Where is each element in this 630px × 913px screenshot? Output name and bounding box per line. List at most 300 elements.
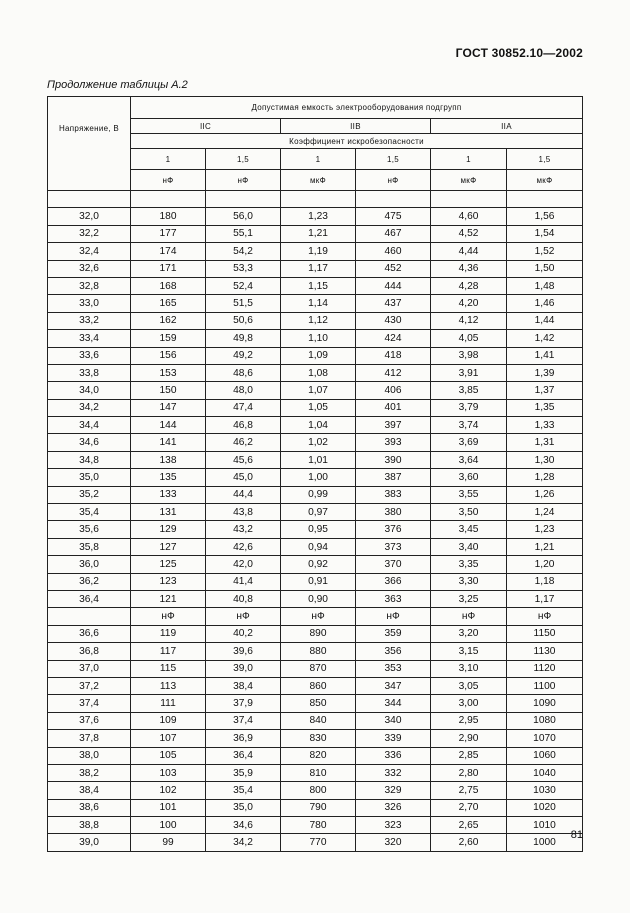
capacitance-cell: 1000 xyxy=(507,834,583,851)
capacitance-cell: 323 xyxy=(356,817,431,834)
capacitance-cell: 326 xyxy=(356,799,431,816)
capacitance-cell: 141 xyxy=(131,434,206,451)
capacitance-cell: 144 xyxy=(131,417,206,434)
capacitance-cell: 412 xyxy=(356,364,431,381)
voltage-cell: 37,2 xyxy=(48,677,131,694)
table-row xyxy=(48,782,583,799)
table-row xyxy=(48,469,583,486)
voltage-cell: 38,4 xyxy=(48,782,131,799)
capacitance-cell: 1,30 xyxy=(507,451,583,468)
table-row xyxy=(48,643,583,660)
capacitance-cell: 3,79 xyxy=(431,399,507,416)
table-row xyxy=(48,330,583,347)
capacitance-cell: 52,4 xyxy=(206,277,281,294)
voltage-cell: 32,0 xyxy=(48,208,131,225)
table-body-lower xyxy=(48,608,583,851)
capacitance-cell: 3,00 xyxy=(431,695,507,712)
capacitance-cell: 4,28 xyxy=(431,277,507,294)
capacitance-cell: 336 xyxy=(356,747,431,764)
voltage-cell: 34,4 xyxy=(48,417,131,434)
voltage-cell: 33,4 xyxy=(48,330,131,347)
capacitance-cell: 363 xyxy=(356,590,431,607)
table-row xyxy=(48,660,583,677)
unit-cell: нФ xyxy=(131,170,206,191)
capacitance-cell: 1,39 xyxy=(507,364,583,381)
capacitance-cell: 3,40 xyxy=(431,538,507,555)
capacitance-cell: 444 xyxy=(356,277,431,294)
capacitance-cell: 107 xyxy=(131,730,206,747)
capacitance-cell: 4,05 xyxy=(431,330,507,347)
table-row xyxy=(48,556,583,573)
capacitance-cell: 1,56 xyxy=(507,208,583,225)
capacitance-cell: 373 xyxy=(356,538,431,555)
capacitance-cell: 1,33 xyxy=(507,417,583,434)
capacitance-cell: 37,9 xyxy=(206,695,281,712)
table-row xyxy=(48,243,583,260)
voltage-cell: 38,8 xyxy=(48,817,131,834)
capacitance-cell: 2,65 xyxy=(431,817,507,834)
capacitance-cell: 1,08 xyxy=(281,364,356,381)
capacitance-cell: 1,31 xyxy=(507,434,583,451)
capacitance-cell: 1,24 xyxy=(507,504,583,521)
capacitance-cell: 1,48 xyxy=(507,277,583,294)
voltage-cell: 37,8 xyxy=(48,730,131,747)
capacitance-cell: 332 xyxy=(356,764,431,781)
capacitance-cell: 1030 xyxy=(507,782,583,799)
table-row xyxy=(48,312,583,329)
capacitance-cell: 38,4 xyxy=(206,677,281,694)
capacitance-cell: 380 xyxy=(356,504,431,521)
table-row xyxy=(48,538,583,555)
capacitance-cell: 1130 xyxy=(507,643,583,660)
unit-cell: мкФ xyxy=(281,170,356,191)
table-row xyxy=(48,817,583,834)
capacitance-cell: 390 xyxy=(356,451,431,468)
capacitance-cell: 0,95 xyxy=(281,521,356,538)
capacitance-cell: 177 xyxy=(131,225,206,242)
table-row xyxy=(48,417,583,434)
capacitance-cell: 1150 xyxy=(507,625,583,642)
capacitance-cell: 3,69 xyxy=(431,434,507,451)
capacitance-cell: 1100 xyxy=(507,677,583,694)
capacitance-cell: 1,26 xyxy=(507,486,583,503)
table-row xyxy=(48,260,583,277)
voltage-cell: 36,2 xyxy=(48,573,131,590)
voltage-cell: 35,2 xyxy=(48,486,131,503)
voltage-cell: 32,2 xyxy=(48,225,131,242)
capacitance-cell: 171 xyxy=(131,260,206,277)
capacitance-cell: 0,90 xyxy=(281,590,356,607)
table-row xyxy=(48,225,583,242)
capacitance-cell: 3,98 xyxy=(431,347,507,364)
voltage-cell: 37,6 xyxy=(48,712,131,729)
capacitance-cell: 46,8 xyxy=(206,417,281,434)
capacitance-cell: 2,60 xyxy=(431,834,507,851)
capacitance-cell: 180 xyxy=(131,208,206,225)
capacitance-cell: 1,28 xyxy=(507,469,583,486)
capacitance-cell: 344 xyxy=(356,695,431,712)
capacitance-cell: 870 xyxy=(281,660,356,677)
capacitance-cell: 41,4 xyxy=(206,573,281,590)
voltage-cell: 32,6 xyxy=(48,260,131,277)
capacitance-cell: 430 xyxy=(356,312,431,329)
capacitance-cell: 2,95 xyxy=(431,712,507,729)
capacitance-cell: 1080 xyxy=(507,712,583,729)
capacitance-cell: 1,14 xyxy=(281,295,356,312)
capacitance-cell: 860 xyxy=(281,677,356,694)
voltage-cell: 33,2 xyxy=(48,312,131,329)
capacitance-cell: 36,9 xyxy=(206,730,281,747)
capacitance-cell: 406 xyxy=(356,382,431,399)
capacitance-cell: 353 xyxy=(356,660,431,677)
capacitance-cell: 46,2 xyxy=(206,434,281,451)
capacitance-cell: 35,9 xyxy=(206,764,281,781)
capacitance-cell: 1020 xyxy=(507,799,583,816)
capacitance-cell: 1,17 xyxy=(281,260,356,277)
capacitance-cell: 43,8 xyxy=(206,504,281,521)
capacitance-cell: 0,97 xyxy=(281,504,356,521)
voltage-cell: 36,4 xyxy=(48,590,131,607)
voltage-cell: 32,8 xyxy=(48,277,131,294)
capacitance-cell: 1040 xyxy=(507,764,583,781)
capacitance-cell: 127 xyxy=(131,538,206,555)
table-row xyxy=(48,399,583,416)
table-row xyxy=(48,364,583,381)
capacitance-cell: 101 xyxy=(131,799,206,816)
capacitance-cell: 4,20 xyxy=(431,295,507,312)
capacitance-cell: 131 xyxy=(131,504,206,521)
capacitance-cell: 1,50 xyxy=(507,260,583,277)
table-row xyxy=(48,521,583,538)
capacitance-cell: 850 xyxy=(281,695,356,712)
capacitance-cell: 3,85 xyxy=(431,382,507,399)
capacitance-cell: 138 xyxy=(131,451,206,468)
capacitance-cell: 1,42 xyxy=(507,330,583,347)
capacitance-cell: 452 xyxy=(356,260,431,277)
capacitance-cell: 770 xyxy=(281,834,356,851)
voltage-cell: 37,4 xyxy=(48,695,131,712)
capacitance-cell: 109 xyxy=(131,712,206,729)
capacitance-cell: 174 xyxy=(131,243,206,260)
capacitance-cell: 54,2 xyxy=(206,243,281,260)
capacitance-cell: 48,0 xyxy=(206,382,281,399)
capacitance-cell: 1,05 xyxy=(281,399,356,416)
capacitance-cell: 4,12 xyxy=(431,312,507,329)
voltage-cell: 34,8 xyxy=(48,451,131,468)
document-code: ГОСТ 30852.10—2002 xyxy=(455,46,583,60)
unit-cell: нФ xyxy=(206,608,281,625)
capacitance-cell: 165 xyxy=(131,295,206,312)
table-row xyxy=(48,277,583,294)
capacitance-cell: 387 xyxy=(356,469,431,486)
capacitance-cell: 1,04 xyxy=(281,417,356,434)
capacitance-cell: 121 xyxy=(131,590,206,607)
capacitance-cell: 125 xyxy=(131,556,206,573)
capacitance-cell: 3,64 xyxy=(431,451,507,468)
voltage-cell: 35,4 xyxy=(48,504,131,521)
voltage-cell: 35,0 xyxy=(48,469,131,486)
table-row xyxy=(48,730,583,747)
capacitance-cell: 1,21 xyxy=(507,538,583,555)
group-header: IIA xyxy=(431,119,583,134)
capacitance-cell: 437 xyxy=(356,295,431,312)
capacitance-cell: 820 xyxy=(281,747,356,764)
capacitance-cell: 376 xyxy=(356,521,431,538)
capacitance-cell: 36,4 xyxy=(206,747,281,764)
capacitance-cell: 1,00 xyxy=(281,469,356,486)
capacitance-cell: 44,4 xyxy=(206,486,281,503)
capacitance-cell: 3,30 xyxy=(431,573,507,590)
unit-cell: нФ xyxy=(431,608,507,625)
capacitance-cell: 1,02 xyxy=(281,434,356,451)
table-header xyxy=(48,97,583,191)
capacitance-cell: 119 xyxy=(131,625,206,642)
capacitance-cell: 4,36 xyxy=(431,260,507,277)
capacitance-cell: 159 xyxy=(131,330,206,347)
capacitance-cell: 3,60 xyxy=(431,469,507,486)
capacitance-cell: 790 xyxy=(281,799,356,816)
capacitance-cell: 129 xyxy=(131,521,206,538)
table-row xyxy=(48,590,583,607)
capacitance-cell: 147 xyxy=(131,399,206,416)
capacitance-cell: 0,91 xyxy=(281,573,356,590)
capacitance-cell: 40,2 xyxy=(206,625,281,642)
capacitance-cell: 34,6 xyxy=(206,817,281,834)
capacitance-cell: 3,10 xyxy=(431,660,507,677)
table-body-upper xyxy=(48,191,583,608)
capacitance-cell: 123 xyxy=(131,573,206,590)
capacitance-cell: 329 xyxy=(356,782,431,799)
capacitance-cell: 156 xyxy=(131,347,206,364)
voltage-cell: 35,8 xyxy=(48,538,131,555)
capacitance-cell: 840 xyxy=(281,712,356,729)
capacitance-cell: 1,18 xyxy=(507,573,583,590)
capacitance-cell: 51,5 xyxy=(206,295,281,312)
capacitance-cell: 810 xyxy=(281,764,356,781)
capacitance-cell: 418 xyxy=(356,347,431,364)
capacitance-cell: 1,01 xyxy=(281,451,356,468)
capacitance-cell: 113 xyxy=(131,677,206,694)
capacitance-cell: 105 xyxy=(131,747,206,764)
capacitance-cell: 150 xyxy=(131,382,206,399)
voltage-cell: 38,2 xyxy=(48,764,131,781)
capacitance-cell: 1,37 xyxy=(507,382,583,399)
table-row xyxy=(48,695,583,712)
capacitance-cell: 366 xyxy=(356,573,431,590)
voltage-header: Напряжение, В xyxy=(48,97,131,191)
table-row xyxy=(48,504,583,521)
table-row xyxy=(48,747,583,764)
capacitance-cell: 3,25 xyxy=(431,590,507,607)
capacitance-cell: 1,46 xyxy=(507,295,583,312)
unit-cell: мкФ xyxy=(431,170,507,191)
capacitance-cell: 53,3 xyxy=(206,260,281,277)
capacitance-cell: 424 xyxy=(356,330,431,347)
capacitance-cell: 339 xyxy=(356,730,431,747)
capacitance-cell: 49,2 xyxy=(206,347,281,364)
capacitance-cell: 356 xyxy=(356,643,431,660)
table-row xyxy=(48,834,583,851)
capacitance-cell: 102 xyxy=(131,782,206,799)
capacitance-cell: 0,92 xyxy=(281,556,356,573)
capacitance-cell: 1,17 xyxy=(507,590,583,607)
capacitance-cell: 43,2 xyxy=(206,521,281,538)
capacitance-cell: 34,2 xyxy=(206,834,281,851)
table-caption: Продолжение таблицы А.2 xyxy=(47,79,188,91)
capacitance-cell: 359 xyxy=(356,625,431,642)
capacitance-cell: 99 xyxy=(131,834,206,851)
capacitance-cell: 1060 xyxy=(507,747,583,764)
capacitance-cell: 117 xyxy=(131,643,206,660)
voltage-cell: 36,8 xyxy=(48,643,131,660)
safety-factor-cell: 1,5 xyxy=(356,149,431,170)
capacitance-cell: 47,4 xyxy=(206,399,281,416)
capacitance-cell: 133 xyxy=(131,486,206,503)
table-row xyxy=(48,347,583,364)
capacitance-cell: 0,99 xyxy=(281,486,356,503)
capacitance-cell: 370 xyxy=(356,556,431,573)
unit-cell: нФ xyxy=(281,608,356,625)
table-row xyxy=(48,712,583,729)
capacitance-cell: 397 xyxy=(356,417,431,434)
capacitance-cell: 1,07 xyxy=(281,382,356,399)
voltage-cell: 37,0 xyxy=(48,660,131,677)
capacitance-cell: 162 xyxy=(131,312,206,329)
safety-factor-header: Коэффициент искробезопасности xyxy=(131,134,583,149)
voltage-cell: 36,6 xyxy=(48,625,131,642)
capacitance-cell: 347 xyxy=(356,677,431,694)
voltage-cell: 36,0 xyxy=(48,556,131,573)
capacitance-cell: 39,0 xyxy=(206,660,281,677)
capacitance-cell: 39,6 xyxy=(206,643,281,660)
capacitance-cell: 3,05 xyxy=(431,677,507,694)
table-row xyxy=(48,382,583,399)
capacitance-cell: 475 xyxy=(356,208,431,225)
capacitance-cell: 1,23 xyxy=(281,208,356,225)
unit-cell xyxy=(48,608,131,625)
unit-cell: нФ xyxy=(356,608,431,625)
capacitance-cell: 56,0 xyxy=(206,208,281,225)
capacitance-cell: 3,91 xyxy=(431,364,507,381)
capacitance-cell: 42,6 xyxy=(206,538,281,555)
capacitance-cell: 800 xyxy=(281,782,356,799)
safety-factor-cell: 1,5 xyxy=(507,149,583,170)
table-row xyxy=(48,451,583,468)
capacitance-cell: 2,90 xyxy=(431,730,507,747)
capacitance-cell: 1,15 xyxy=(281,277,356,294)
capacitance-cell: 103 xyxy=(131,764,206,781)
capacitance-cell: 3,50 xyxy=(431,504,507,521)
capacitance-cell: 50,6 xyxy=(206,312,281,329)
voltage-cell: 35,6 xyxy=(48,521,131,538)
capacitance-cell: 4,44 xyxy=(431,243,507,260)
capacitance-cell: 1070 xyxy=(507,730,583,747)
table-row xyxy=(48,208,583,225)
table-row xyxy=(48,799,583,816)
capacitance-cell: 383 xyxy=(356,486,431,503)
table-row xyxy=(48,486,583,503)
voltage-cell: 34,0 xyxy=(48,382,131,399)
capacitance-cell: 3,20 xyxy=(431,625,507,642)
table-row xyxy=(48,573,583,590)
capacitance-cell: 393 xyxy=(356,434,431,451)
capacitance-cell: 3,45 xyxy=(431,521,507,538)
capacitance-cell: 1,09 xyxy=(281,347,356,364)
capacitance-cell: 1,21 xyxy=(281,225,356,242)
capacitance-cell: 780 xyxy=(281,817,356,834)
capacitance-cell: 168 xyxy=(131,277,206,294)
capacitance-cell: 100 xyxy=(131,817,206,834)
unit-cell: нФ xyxy=(131,608,206,625)
capacitance-cell: 1,12 xyxy=(281,312,356,329)
capacitance-cell: 153 xyxy=(131,364,206,381)
capacitance-cell: 2,70 xyxy=(431,799,507,816)
capacitance-cell: 35,0 xyxy=(206,799,281,816)
capacitance-cell: 2,85 xyxy=(431,747,507,764)
capacitance-cell: 4,60 xyxy=(431,208,507,225)
capacitance-cell: 0,94 xyxy=(281,538,356,555)
voltage-cell: 34,2 xyxy=(48,399,131,416)
capacitance-cell: 45,0 xyxy=(206,469,281,486)
capacitance-table xyxy=(47,96,583,852)
capacitance-cell: 467 xyxy=(356,225,431,242)
table-row xyxy=(48,295,583,312)
capacitance-cell: 320 xyxy=(356,834,431,851)
group-header: IIB xyxy=(281,119,431,134)
capacitance-cell: 2,80 xyxy=(431,764,507,781)
capacitance-cell: 3,35 xyxy=(431,556,507,573)
capacitance-cell: 460 xyxy=(356,243,431,260)
unit-cell: нФ xyxy=(356,170,431,191)
page-number: 81 xyxy=(570,829,583,841)
capacitance-cell: 135 xyxy=(131,469,206,486)
capacitance-cell: 401 xyxy=(356,399,431,416)
capacitance-cell: 2,75 xyxy=(431,782,507,799)
capacitance-cell: 1010 xyxy=(507,817,583,834)
capacitance-cell: 45,6 xyxy=(206,451,281,468)
capacitance-cell: 3,55 xyxy=(431,486,507,503)
capacitance-cell: 3,15 xyxy=(431,643,507,660)
voltage-cell: 33,8 xyxy=(48,364,131,381)
table-row xyxy=(48,764,583,781)
capacitance-cell: 1,52 xyxy=(507,243,583,260)
unit-cell: мкФ xyxy=(507,170,583,191)
capacitance-cell: 1,19 xyxy=(281,243,356,260)
capacitance-header: Допустимая емкость электрооборудования подгрупп xyxy=(131,97,583,119)
capacitance-cell: 55,1 xyxy=(206,225,281,242)
capacitance-cell: 340 xyxy=(356,712,431,729)
group-header: IIC xyxy=(131,119,281,134)
voltage-cell: 33,0 xyxy=(48,295,131,312)
table-row xyxy=(48,677,583,694)
voltage-cell: 39,0 xyxy=(48,834,131,851)
unit-cell: нФ xyxy=(206,170,281,191)
voltage-cell: 38,0 xyxy=(48,747,131,764)
safety-factor-cell: 1 xyxy=(431,149,507,170)
unit-cell: нФ xyxy=(507,608,583,625)
capacitance-cell: 1120 xyxy=(507,660,583,677)
safety-factor-cell: 1 xyxy=(131,149,206,170)
voltage-cell: 32,4 xyxy=(48,243,131,260)
safety-factor-cell: 1,5 xyxy=(206,149,281,170)
capacitance-cell: 1090 xyxy=(507,695,583,712)
capacitance-cell: 35,4 xyxy=(206,782,281,799)
capacitance-cell: 37,4 xyxy=(206,712,281,729)
voltage-cell: 33,6 xyxy=(48,347,131,364)
table-row xyxy=(48,434,583,451)
capacitance-cell: 1,44 xyxy=(507,312,583,329)
capacitance-cell: 111 xyxy=(131,695,206,712)
